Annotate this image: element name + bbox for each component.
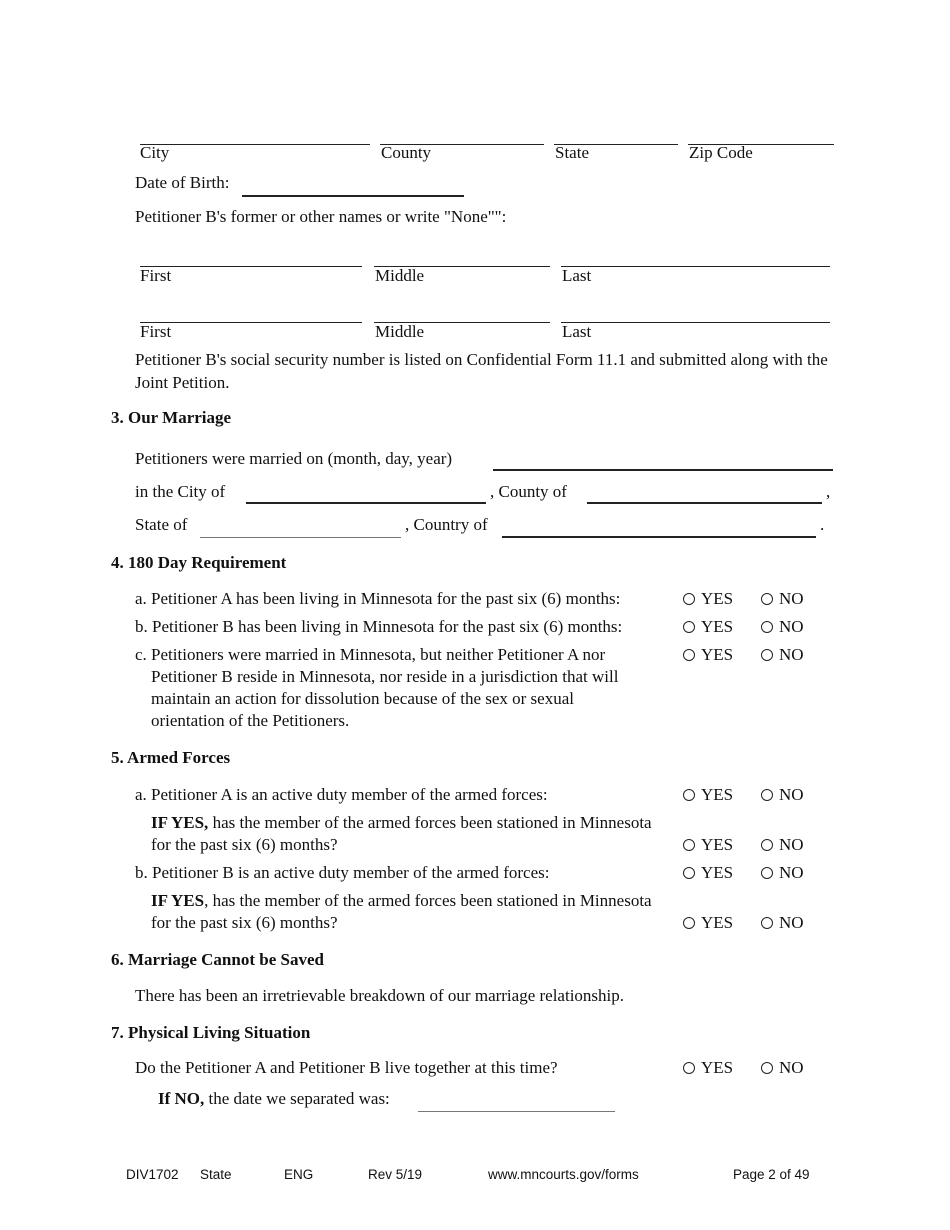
city-line[interactable]	[140, 144, 370, 145]
live-together-yes-radio[interactable]: YES	[683, 1058, 733, 1078]
req-b-yes-radio[interactable]: YES	[683, 617, 733, 637]
radio-circle-icon[interactable]	[683, 839, 695, 851]
dob-label: Date of Birth:	[135, 173, 230, 192]
armed-b-stationed-no-radio[interactable]: NO	[761, 913, 804, 933]
footer-lang: ENG	[284, 1167, 314, 1182]
live-together-question: Do the Petitioner A and Petitioner B live together at this time?	[135, 1058, 558, 1077]
armed-b-no-radio[interactable]: NO	[761, 863, 804, 883]
state-label: State	[555, 143, 589, 162]
country-of-label: , Country of	[405, 515, 488, 534]
former-middle-label-2: Middle	[375, 322, 425, 341]
footer-rev: Rev 5/19	[368, 1167, 423, 1182]
req-c-no-radio[interactable]: NO	[761, 645, 804, 665]
section-6-heading: 6. Marriage Cannot be Saved	[111, 950, 324, 969]
armed-a-yes-radio[interactable]: YES	[683, 785, 733, 805]
armed-a-stationed-yes-radio[interactable]: YES	[683, 835, 733, 855]
married-on-label: Petitioners were married on (month, day, year)	[135, 449, 453, 468]
breakdown-text: There has been an irretrievable breakdown of our marriage relationship.	[135, 986, 625, 1005]
req-c-line-2: Petitioner B reside in Minnesota, nor reside in a jurisdiction that will	[151, 667, 619, 686]
radio-circle-icon[interactable]	[683, 621, 695, 633]
section-5-heading: 5. Armed Forces	[111, 748, 231, 767]
former-last-line-1[interactable]	[561, 266, 830, 267]
former-middle-label-1: Middle	[375, 266, 425, 285]
section-7-heading: 7. Physical Living Situation	[111, 1023, 311, 1042]
req-b-text: b. Petitioner B has been living in Minnesota for the past six (6) months:	[135, 617, 623, 636]
city-label: City	[140, 143, 170, 162]
section-3-heading: 3. Our Marriage	[111, 408, 232, 427]
county-label: County	[381, 143, 432, 162]
footer-form-id: DIV1702	[126, 1167, 179, 1182]
married-date-field[interactable]	[493, 469, 833, 471]
city-of-label: in the City of	[135, 482, 226, 501]
footer-page-number: Page 2 of 49	[733, 1167, 810, 1182]
radio-circle-icon[interactable]	[761, 1062, 773, 1074]
radio-circle-icon[interactable]	[761, 789, 773, 801]
radio-circle-icon[interactable]	[761, 839, 773, 851]
former-first-line-2[interactable]	[140, 322, 362, 323]
former-first-label-1: First	[140, 266, 172, 285]
marriage-country-field[interactable]	[502, 536, 816, 538]
radio-circle-icon[interactable]	[683, 1062, 695, 1074]
county-of-label: , County of	[490, 482, 567, 501]
state-of-label: State of	[135, 515, 188, 534]
zip-label: Zip Code	[689, 143, 753, 162]
marriage-city-field[interactable]	[246, 502, 486, 504]
req-c-line-4: orientation of the Petitioners.	[151, 711, 350, 730]
radio-circle-icon[interactable]	[683, 593, 695, 605]
live-together-no-radio[interactable]: NO	[761, 1058, 804, 1078]
former-last-label-2: Last	[562, 322, 592, 341]
req-c-line-1: c. Petitioners were married in Minnesota, but neither Petitioner A nor	[135, 645, 606, 664]
former-first-line-1[interactable]	[140, 266, 362, 267]
armed-a-ifyes-line-1: IF YES, has the member of the armed forces been stationed in Minnesota	[151, 813, 652, 832]
armed-b-yes-radio[interactable]: YES	[683, 863, 733, 883]
armed-b-text: b. Petitioner B is an active duty member of the armed forces:	[135, 863, 550, 882]
separation-date-field[interactable]	[418, 1111, 615, 1112]
radio-circle-icon[interactable]	[683, 649, 695, 661]
dob-field[interactable]	[242, 195, 464, 197]
req-c-line-3: maintain an action for dissolution because of the sex or sexual	[151, 689, 574, 708]
req-a-no-radio[interactable]: NO	[761, 589, 804, 609]
ssn-note: Petitioner B's social security number is listed on Confidential Form 11.1 and submitted along with the Joint Petition.	[135, 350, 828, 392]
former-last-line-2[interactable]	[561, 322, 830, 323]
armed-a-text: a. Petitioner A is an active duty member of the armed forces:	[135, 785, 548, 804]
req-b-no-radio[interactable]: NO	[761, 617, 804, 637]
footer-url[interactable]: www.mncourts.gov/forms	[488, 1167, 639, 1182]
marriage-county-field[interactable]	[587, 502, 822, 504]
armed-a-ifyes-line-2: for the past six (6) months?	[151, 835, 338, 854]
former-names-prompt: Petitioner B's former or other names or write "None"":	[135, 207, 507, 226]
radio-circle-icon[interactable]	[761, 867, 773, 879]
radio-circle-icon[interactable]	[761, 621, 773, 633]
radio-circle-icon[interactable]	[761, 649, 773, 661]
radio-circle-icon[interactable]	[683, 867, 695, 879]
footer-state: State	[200, 1167, 232, 1182]
armed-b-ifyes-line-1: IF YES, has the member of the armed forces been stationed in Minnesota	[151, 891, 652, 910]
armed-a-stationed-no-radio[interactable]: NO	[761, 835, 804, 855]
radio-circle-icon[interactable]	[761, 917, 773, 929]
req-a-yes-radio[interactable]: YES	[683, 589, 733, 609]
marriage-state-field[interactable]	[200, 537, 401, 538]
separation-date-label: If NO, the date we separated was:	[158, 1089, 390, 1108]
radio-circle-icon[interactable]	[761, 593, 773, 605]
comma: ,	[826, 482, 831, 501]
req-a-text: a. Petitioner A has been living in Minnesota for the past six (6) months:	[135, 589, 621, 608]
armed-b-stationed-yes-radio[interactable]: YES	[683, 913, 733, 933]
radio-circle-icon[interactable]	[683, 917, 695, 929]
req-c-yes-radio[interactable]: YES	[683, 645, 733, 665]
period: .	[820, 515, 825, 534]
former-last-label-1: Last	[562, 266, 592, 285]
armed-a-no-radio[interactable]: NO	[761, 785, 804, 805]
section-4-heading: 4. 180 Day Requirement	[111, 553, 287, 572]
former-first-label-2: First	[140, 322, 172, 341]
armed-b-ifyes-line-2: for the past six (6) months?	[151, 913, 338, 932]
radio-circle-icon[interactable]	[683, 789, 695, 801]
